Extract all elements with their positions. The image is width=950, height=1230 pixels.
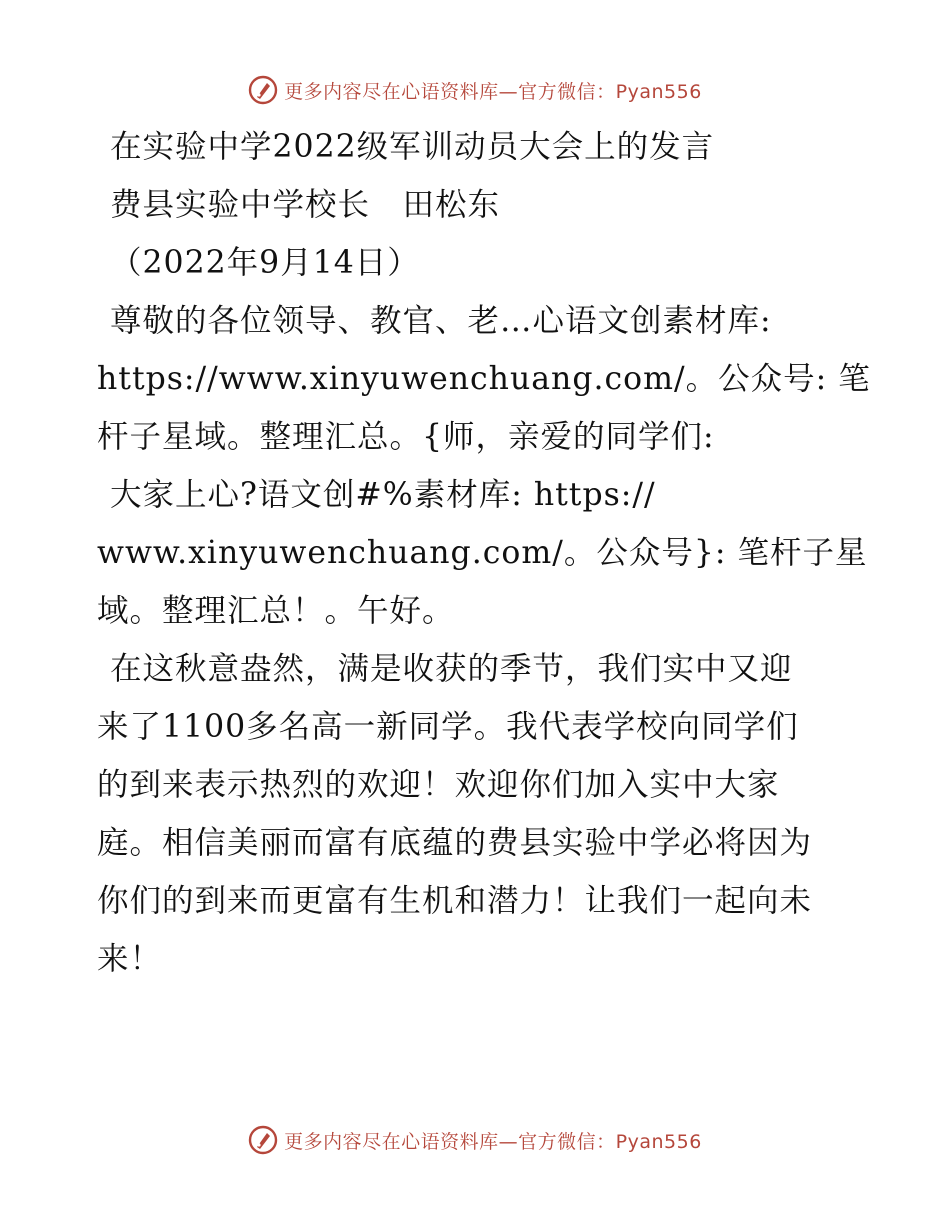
- paragraph-line: 域。整理汇总！。午好。: [97, 593, 455, 629]
- pen-nib-logo-icon: [248, 1125, 278, 1155]
- paragraph-1: [97, 292, 871, 466]
- paragraph-line: https://www.xinyuwenchuang.com/。公众号: 笔: [97, 361, 871, 397]
- header-banner-text: 更多内容尽在心语资料库—官方微信：Pyan556: [284, 80, 702, 103]
- paragraph-line: 你们的到来而更富有生机和潜力！让我们一起向未: [97, 883, 813, 919]
- paragraph-line: 尊敬的各位领导、教官、老…心语文创素材库:: [110, 303, 772, 339]
- document-title: 在实验中学2022级军训动员大会上的发言: [110, 129, 715, 165]
- paragraph-2: [97, 466, 868, 640]
- footer-banner: [0, 1120, 950, 1160]
- paragraph-line: 杆子星域。整理汇总。{师，亲爱的同学们:: [97, 419, 715, 455]
- paragraph-line: 庭。相信美丽而富有底蕴的费县实验中学必将因为: [97, 825, 813, 861]
- paragraph-line: 来了1100多名高一新同学。我代表学校向同学们: [97, 709, 799, 745]
- document-body: [97, 118, 871, 988]
- paragraph-line: www.xinyuwenchuang.com/。公众号}: 笔杆子星: [97, 535, 868, 571]
- paragraph-line: 来！: [97, 941, 163, 977]
- document-date: （2022年9月14日）: [110, 245, 420, 281]
- paragraph-line: 在这秋意盎然，满是收获的季节，我们实中又迎: [110, 651, 793, 687]
- paragraph-line: 的到来表示热烈的欢迎！欢迎你们加入实中大家: [97, 767, 780, 803]
- footer-banner-text: 更多内容尽在心语资料库—官方微信：Pyan556: [284, 1130, 702, 1153]
- paragraph-line: 大家上心?语文创#%素材库: https://: [110, 477, 656, 513]
- header-banner: [0, 70, 950, 110]
- pen-nib-logo-icon: [248, 75, 278, 105]
- paragraph-3: [97, 640, 857, 988]
- document-author: 费县实验中学校长 田松东: [110, 187, 501, 223]
